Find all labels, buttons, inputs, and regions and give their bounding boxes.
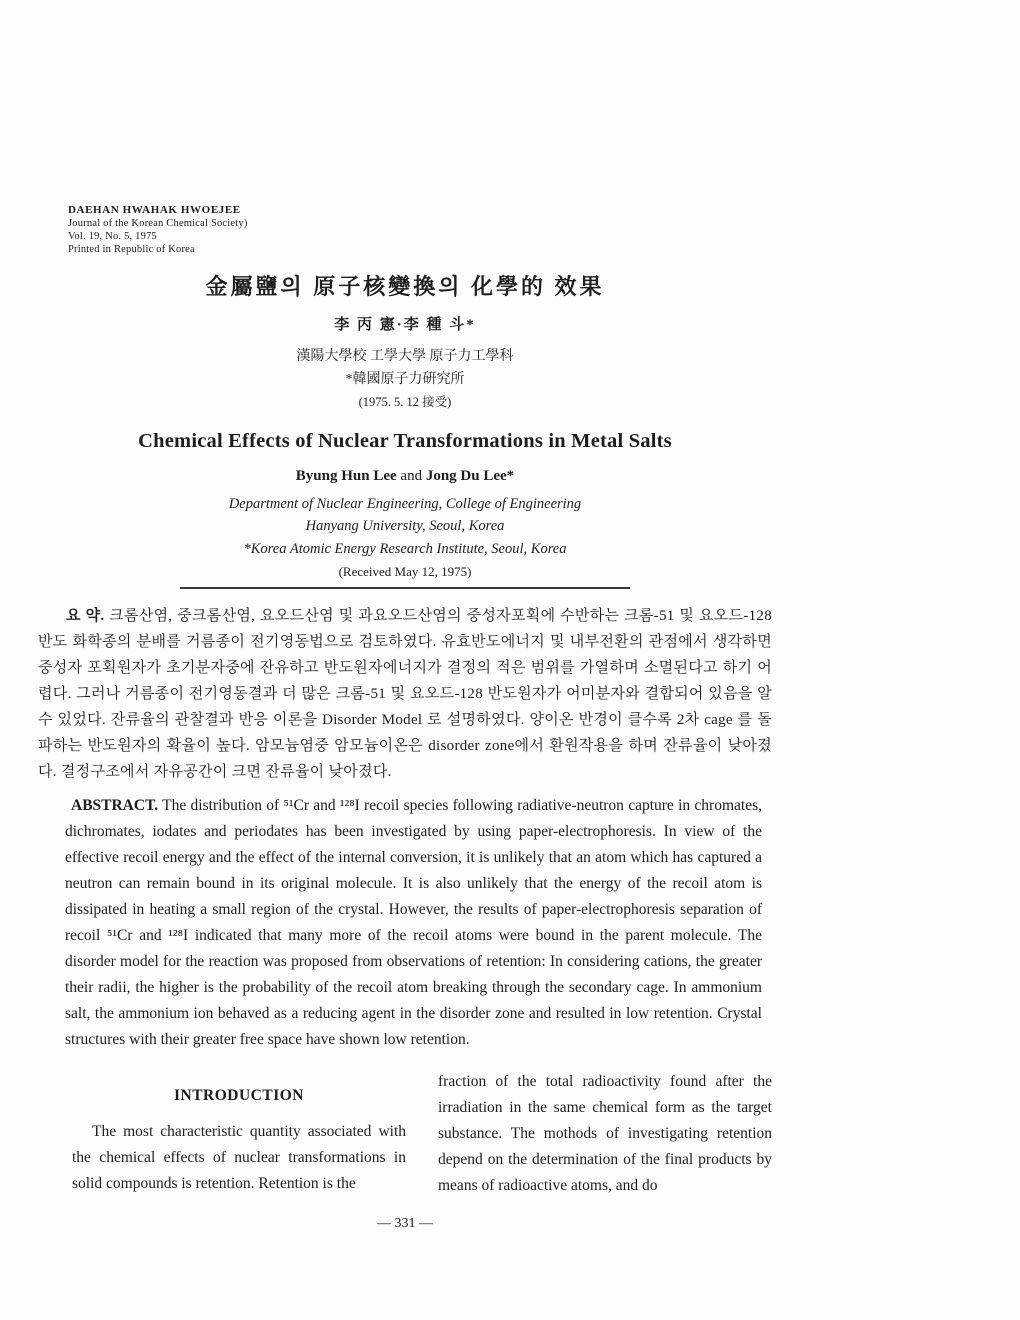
author-2: Jong Du Lee* <box>425 468 515 484</box>
author-1: Byung Hun Lee <box>295 468 397 484</box>
left-column-paragraph: The most characteristic quantity associated with the chemical effects of nuclear transformations in solid compounds is retention. Retention is the <box>72 1123 406 1192</box>
korean-abstract-paragraph <box>38 603 772 785</box>
left-column <box>72 1069 406 1199</box>
english-abstract-text: The distribution of ⁵¹Cr and ¹²⁸I recoil species following radiative-neutron capture in chromates, dichromates, iodates and periodates has been investigated by using paper-electrophoresis. In view of the effective recoil energy and the effect of the internal conversion, it is unlikely that an atom which has captured a neutron can remain bound in its original molecule. It is also unlikely that the energy of the recoil atom is dissipated in heating a small region of the crystal. However, the results of paper-electrophoresis separation of recoil ⁵¹Cr and ¹²⁸I indicated that many more of the recoil atoms were bound in the parent molecule. The disorder model for the reaction was proposed from observations of retention: In considering cations, the greater their radii, the higher is the probability of the recoil atom breaking through the secondary cage. In ammonium salt, the ammonium ion behaved as a reducing agent in the disorder zone and resulted in low retention. Crystal structures with their greater free space have shown low retention. <box>65 797 762 1048</box>
right-column-paragraph: fraction of the total radioactivity found after the irradiation in the same chemical form as the target substance. The mothods of investigating retention depend on the determination of the final products by means of radioactive atoms, and do <box>438 1073 772 1194</box>
authors-conjunction: and <box>400 468 423 484</box>
korean-authors: 李 丙 憲·李 種 斗* <box>334 317 476 333</box>
english-abstract-label: ABSTRACT. <box>71 797 159 814</box>
english-affiliation-university: Hanyang University, Seoul, Korea <box>305 518 505 534</box>
english-affiliation-department: Department of Nuclear Engineering, College of Engineering <box>228 496 582 512</box>
korean-abstract <box>38 603 772 785</box>
header-divider-rule <box>180 587 630 589</box>
journal-header <box>68 204 772 256</box>
english-affiliation-institute: *Korea Atomic Energy Research Institute, Seoul, Korea <box>243 541 567 557</box>
korean-abstract-label: 요 약. <box>66 608 105 624</box>
korean-affiliation-institute: *韓國原子力硏究所 <box>345 372 465 387</box>
journal-name: DAEHAN HWAHAK HWOEJEE <box>68 204 241 216</box>
korean-article-title: 金屬鹽의 原子核變換의 化學的 效果 <box>205 274 605 299</box>
page-content <box>38 0 772 1233</box>
introduction-heading: INTRODUCTION <box>173 1087 304 1104</box>
english-article-title: Chemical Effects of Nuclear Transformations in Metal Salts <box>138 430 672 452</box>
korean-affiliation-university: 漢陽大學校 工學大學 原子力工學科 <box>296 349 514 364</box>
received-date: (Received May 12, 1975) <box>338 564 472 579</box>
english-abstract-paragraph <box>65 793 762 1053</box>
body-columns <box>72 1069 772 1199</box>
korean-received-date: (1975. 5. 12 接受) <box>358 395 452 409</box>
journal-subtitle: Journal of the Korean Chemical Society) <box>68 218 248 229</box>
journal-printed-note: Printed in Republic of Korea <box>68 244 195 255</box>
english-abstract <box>65 793 762 1053</box>
english-title-block <box>38 428 772 589</box>
right-column <box>438 1069 772 1199</box>
journal-volume-issue: Vol. 19, No. 5, 1975 <box>68 231 157 242</box>
page-footer <box>38 1215 772 1233</box>
korean-abstract-text: 크롬산염, 중크롬산염, 요오드산염 및 과요오드산염의 중성자포획에 수반하는 크롬-51 및 요오드-128 반도 화학종의 분배를 거름종이 전기영동법으로 검토하였다. 유효반도에너지 및 내부전환의 관점에서 생각하면 중성자 포획원자가 초기분자중에 잔유하고 반도원자에너지가 결정의 적은 범위를 가열하며 소멸된다고 하기 어렵다. 그러나 거름종이 전기영동결과 더 많은 크롬-51 및 요오드-128 반도원자가 어미분자와 결합되어 있음을 알 수 있었다. 잔류율의 관찰결과 반응 이론을 Disorder Model 로 설명하였다. 양이온 반경이 클수록 2차 cage 를 돌파하는 반도원자의 확율이 높다. 암모늄염중 암모늄이온은 disorder zone에서 환원작용을 하며 잔류율이 낮아졌다. 결정구조에서 자유공간이 크면 잔류율이 낮아졌다. <box>38 608 772 780</box>
korean-title-block <box>38 272 772 411</box>
english-authors <box>38 466 772 486</box>
page-number: — 331 — <box>377 1216 433 1231</box>
